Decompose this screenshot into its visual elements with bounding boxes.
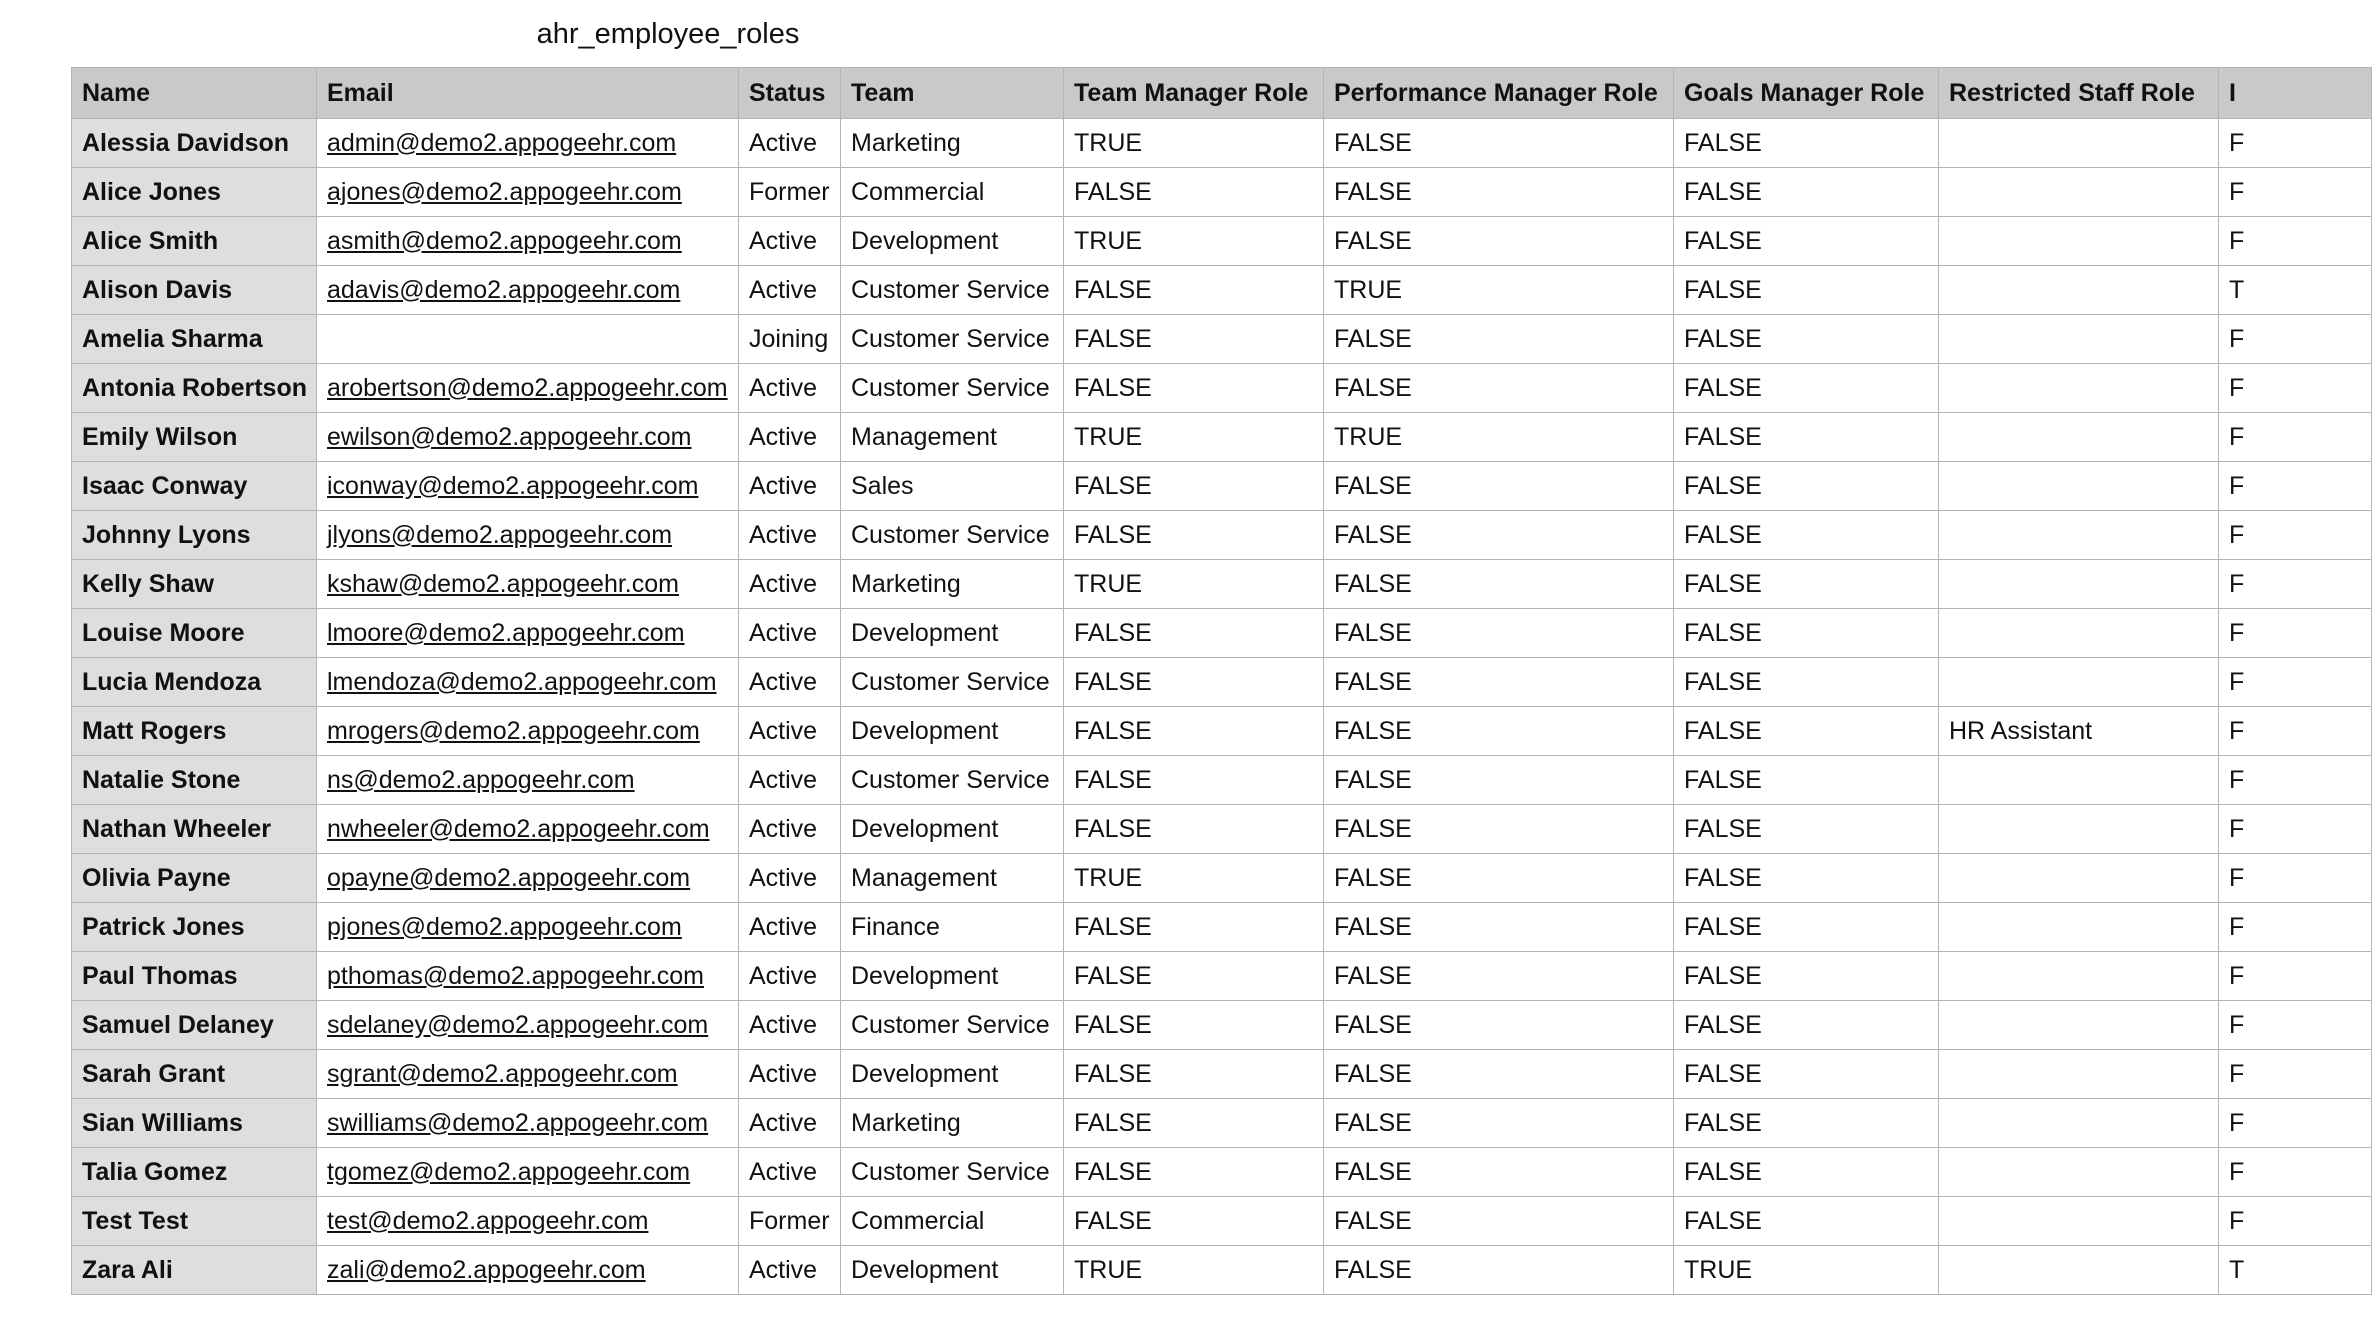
status-cell[interactable]: Active	[739, 756, 841, 805]
team-cell[interactable]: Customer Service	[841, 658, 1064, 707]
performance-manager-role-cell[interactable]: FALSE	[1324, 315, 1674, 364]
header-cell-team[interactable]: Team	[841, 68, 1064, 119]
team-cell[interactable]: Customer Service	[841, 266, 1064, 315]
status-cell[interactable]: Active	[739, 1050, 841, 1099]
name-cell[interactable]: Matt Rogers	[72, 707, 317, 756]
spreadsheet-grid	[71, 67, 2245, 1326]
team-cell[interactable]: Management	[841, 413, 1064, 462]
truncated-cell[interactable]: F	[2219, 1050, 2372, 1099]
goals-manager-role-cell[interactable]: FALSE	[1674, 658, 1939, 707]
table-row	[72, 462, 2372, 511]
team-cell[interactable]: Development	[841, 952, 1064, 1001]
email-link[interactable]: zali@demo2.appogeehr.com	[327, 1255, 646, 1284]
header-row	[72, 68, 2372, 119]
truncated-cell[interactable]: T	[2219, 1246, 2372, 1295]
name-cell[interactable]: Patrick Jones	[72, 903, 317, 952]
performance-manager-role-cell[interactable]: FALSE	[1324, 854, 1674, 903]
team-manager-role-cell[interactable]: FALSE	[1064, 1197, 1324, 1246]
name-cell[interactable]: Test Test	[72, 1197, 317, 1246]
team-manager-role-cell[interactable]: TRUE	[1064, 413, 1324, 462]
restricted-staff-role-cell[interactable]	[1939, 315, 2219, 364]
restricted-staff-role-cell[interactable]	[1939, 756, 2219, 805]
email-cell[interactable]	[317, 1148, 739, 1197]
team-manager-role-cell[interactable]: FALSE	[1064, 1050, 1324, 1099]
name-cell[interactable]: Nathan Wheeler	[72, 805, 317, 854]
goals-manager-role-cell[interactable]: FALSE	[1674, 952, 1939, 1001]
goals-manager-role-cell[interactable]: FALSE	[1674, 756, 1939, 805]
restricted-staff-role-cell[interactable]	[1939, 560, 2219, 609]
goals-manager-role-cell[interactable]: FALSE	[1674, 805, 1939, 854]
restricted-staff-role-cell[interactable]	[1939, 903, 2219, 952]
team-manager-role-cell[interactable]: FALSE	[1064, 609, 1324, 658]
team-cell[interactable]: Commercial	[841, 168, 1064, 217]
email-cell[interactable]	[317, 266, 739, 315]
name-cell[interactable]: Johnny Lyons	[72, 511, 317, 560]
truncated-cell[interactable]: F	[2219, 1148, 2372, 1197]
restricted-staff-role-cell[interactable]	[1939, 1050, 2219, 1099]
email-link[interactable]: arobertson@demo2.appogeehr.com	[327, 373, 728, 402]
team-cell[interactable]: Marketing	[841, 119, 1064, 168]
team-manager-role-cell[interactable]: TRUE	[1064, 854, 1324, 903]
email-cell[interactable]	[317, 1246, 739, 1295]
name-cell[interactable]: Olivia Payne	[72, 854, 317, 903]
email-cell[interactable]	[317, 511, 739, 560]
name-cell[interactable]: Kelly Shaw	[72, 560, 317, 609]
table-row	[72, 1197, 2372, 1246]
name-cell[interactable]: Louise Moore	[72, 609, 317, 658]
table-row	[72, 1050, 2372, 1099]
table-row	[72, 707, 2372, 756]
email-cell[interactable]	[317, 1099, 739, 1148]
restricted-staff-role-cell[interactable]: HR Assistant	[1939, 707, 2219, 756]
restricted-staff-role-cell[interactable]	[1939, 462, 2219, 511]
goals-manager-role-cell[interactable]: FALSE	[1674, 560, 1939, 609]
performance-manager-role-cell[interactable]: FALSE	[1324, 756, 1674, 805]
name-cell[interactable]: Talia Gomez	[72, 1148, 317, 1197]
goals-manager-role-cell[interactable]: FALSE	[1674, 217, 1939, 266]
goals-manager-role-cell[interactable]: FALSE	[1674, 462, 1939, 511]
restricted-staff-role-cell[interactable]	[1939, 119, 2219, 168]
status-cell[interactable]: Joining	[739, 315, 841, 364]
truncated-cell[interactable]: F	[2219, 560, 2372, 609]
table-row	[72, 756, 2372, 805]
status-cell[interactable]: Active	[739, 952, 841, 1001]
restricted-staff-role-cell[interactable]	[1939, 1148, 2219, 1197]
status-cell[interactable]: Active	[739, 1099, 841, 1148]
performance-manager-role-cell[interactable]: FALSE	[1324, 168, 1674, 217]
status-cell[interactable]: Active	[739, 266, 841, 315]
truncated-cell[interactable]: F	[2219, 168, 2372, 217]
team-cell[interactable]: Development	[841, 217, 1064, 266]
restricted-staff-role-cell[interactable]	[1939, 364, 2219, 413]
team-manager-role-cell[interactable]: FALSE	[1064, 1099, 1324, 1148]
truncated-cell[interactable]: F	[2219, 511, 2372, 560]
truncated-cell[interactable]: F	[2219, 364, 2372, 413]
truncated-cell[interactable]: F	[2219, 854, 2372, 903]
team-manager-role-cell[interactable]: FALSE	[1064, 364, 1324, 413]
table-body	[72, 119, 2372, 1295]
goals-manager-role-cell[interactable]: FALSE	[1674, 1001, 1939, 1050]
table-row	[72, 609, 2372, 658]
team-cell[interactable]: Development	[841, 707, 1064, 756]
restricted-staff-role-cell[interactable]	[1939, 1246, 2219, 1295]
restricted-staff-role-cell[interactable]	[1939, 609, 2219, 658]
email-cell[interactable]	[317, 168, 739, 217]
goals-manager-role-cell[interactable]: FALSE	[1674, 609, 1939, 658]
email-link[interactable]: kshaw@demo2.appogeehr.com	[327, 569, 679, 598]
performance-manager-role-cell[interactable]: FALSE	[1324, 1246, 1674, 1295]
team-cell[interactable]: Sales	[841, 462, 1064, 511]
status-cell[interactable]: Active	[739, 217, 841, 266]
restricted-staff-role-cell[interactable]	[1939, 1001, 2219, 1050]
team-cell[interactable]: Customer Service	[841, 756, 1064, 805]
truncated-cell[interactable]: F	[2219, 658, 2372, 707]
email-link[interactable]: ajones@demo2.appogeehr.com	[327, 177, 682, 206]
name-cell[interactable]: Paul Thomas	[72, 952, 317, 1001]
goals-manager-role-cell[interactable]: FALSE	[1674, 315, 1939, 364]
goals-manager-role-cell[interactable]: FALSE	[1674, 1148, 1939, 1197]
performance-manager-role-cell[interactable]: FALSE	[1324, 364, 1674, 413]
restricted-staff-role-cell[interactable]	[1939, 168, 2219, 217]
goals-manager-role-cell[interactable]: FALSE	[1674, 707, 1939, 756]
performance-manager-role-cell[interactable]: FALSE	[1324, 217, 1674, 266]
team-manager-role-cell[interactable]: FALSE	[1064, 903, 1324, 952]
performance-manager-role-cell[interactable]: FALSE	[1324, 658, 1674, 707]
restricted-staff-role-cell[interactable]	[1939, 511, 2219, 560]
name-cell[interactable]: Alice Smith	[72, 217, 317, 266]
name-cell[interactable]: Sarah Grant	[72, 1050, 317, 1099]
email-link[interactable]: ns@demo2.appogeehr.com	[327, 765, 635, 794]
team-cell[interactable]: Marketing	[841, 560, 1064, 609]
table-row	[72, 119, 2372, 168]
goals-manager-role-cell[interactable]: FALSE	[1674, 266, 1939, 315]
goals-manager-role-cell[interactable]: FALSE	[1674, 1197, 1939, 1246]
team-manager-role-cell[interactable]: FALSE	[1064, 756, 1324, 805]
table-row	[72, 168, 2372, 217]
restricted-staff-role-cell[interactable]	[1939, 217, 2219, 266]
status-cell[interactable]: Active	[739, 854, 841, 903]
status-cell[interactable]: Active	[739, 805, 841, 854]
truncated-cell[interactable]: F	[2219, 1001, 2372, 1050]
goals-manager-role-cell[interactable]: FALSE	[1674, 413, 1939, 462]
email-link[interactable]: asmith@demo2.appogeehr.com	[327, 226, 682, 255]
email-cell[interactable]	[317, 609, 739, 658]
table-row	[72, 1001, 2372, 1050]
status-cell[interactable]: Active	[739, 1246, 841, 1295]
email-cell[interactable]	[317, 217, 739, 266]
team-manager-role-cell[interactable]: FALSE	[1064, 462, 1324, 511]
table-row	[72, 511, 2372, 560]
goals-manager-role-cell[interactable]: FALSE	[1674, 903, 1939, 952]
status-cell[interactable]: Active	[739, 658, 841, 707]
goals-manager-role-cell[interactable]: FALSE	[1674, 511, 1939, 560]
name-cell[interactable]: Sian Williams	[72, 1099, 317, 1148]
employee-roles-table	[71, 67, 2372, 1295]
team-cell[interactable]: Marketing	[841, 1099, 1064, 1148]
header-cell-team-manager-role[interactable]: Team Manager Role	[1064, 68, 1324, 119]
table-row	[72, 952, 2372, 1001]
email-cell[interactable]	[317, 1197, 739, 1246]
header-cell-goals-manager-role[interactable]: Goals Manager Role	[1674, 68, 1939, 119]
status-cell[interactable]: Former	[739, 168, 841, 217]
name-cell[interactable]: Antonia Robertson	[72, 364, 317, 413]
name-cell[interactable]: Alison Davis	[72, 266, 317, 315]
email-link[interactable]: pjones@demo2.appogeehr.com	[327, 912, 682, 941]
team-manager-role-cell[interactable]: FALSE	[1064, 315, 1324, 364]
header-cell-status[interactable]: Status	[739, 68, 841, 119]
restricted-staff-role-cell[interactable]	[1939, 854, 2219, 903]
email-link[interactable]: jlyons@demo2.appogeehr.com	[327, 520, 673, 549]
email-cell[interactable]	[317, 854, 739, 903]
team-manager-role-cell[interactable]: TRUE	[1064, 1246, 1324, 1295]
performance-manager-role-cell[interactable]: FALSE	[1324, 1050, 1674, 1099]
goals-manager-role-cell[interactable]: TRUE	[1674, 1246, 1939, 1295]
goals-manager-role-cell[interactable]: FALSE	[1674, 1099, 1939, 1148]
status-cell[interactable]: Active	[739, 903, 841, 952]
performance-manager-role-cell[interactable]: FALSE	[1324, 805, 1674, 854]
performance-manager-role-cell[interactable]: FALSE	[1324, 1001, 1674, 1050]
restricted-staff-role-cell[interactable]	[1939, 1197, 2219, 1246]
team-manager-role-cell[interactable]: TRUE	[1064, 217, 1324, 266]
email-link[interactable]: pthomas@demo2.appogeehr.com	[327, 961, 705, 990]
goals-manager-role-cell[interactable]: FALSE	[1674, 1050, 1939, 1099]
goals-manager-role-cell[interactable]: FALSE	[1674, 168, 1939, 217]
performance-manager-role-cell[interactable]: FALSE	[1324, 1148, 1674, 1197]
name-cell[interactable]: Amelia Sharma	[72, 315, 317, 364]
header-cell-restricted-staff-role[interactable]: Restricted Staff Role	[1939, 68, 2219, 119]
truncated-cell[interactable]: F	[2219, 952, 2372, 1001]
email-cell[interactable]	[317, 1001, 739, 1050]
email-link[interactable]: test@demo2.appogeehr.com	[327, 1206, 649, 1235]
team-cell[interactable]: Development	[841, 1246, 1064, 1295]
team-cell[interactable]: Development	[841, 609, 1064, 658]
performance-manager-role-cell[interactable]: FALSE	[1324, 707, 1674, 756]
restricted-staff-role-cell[interactable]	[1939, 266, 2219, 315]
email-link[interactable]: admin@demo2.appogeehr.com	[327, 128, 677, 157]
name-cell[interactable]: Emily Wilson	[72, 413, 317, 462]
truncated-cell[interactable]: F	[2219, 805, 2372, 854]
team-cell[interactable]: Development	[841, 1050, 1064, 1099]
table-row	[72, 364, 2372, 413]
status-cell[interactable]: Active	[739, 364, 841, 413]
team-manager-role-cell[interactable]: FALSE	[1064, 658, 1324, 707]
performance-manager-role-cell[interactable]: TRUE	[1324, 266, 1674, 315]
team-cell[interactable]: Customer Service	[841, 511, 1064, 560]
team-cell[interactable]: Customer Service	[841, 1148, 1064, 1197]
table-row	[72, 217, 2372, 266]
truncated-cell[interactable]: F	[2219, 609, 2372, 658]
email-link[interactable]: tgomez@demo2.appogeehr.com	[327, 1157, 691, 1186]
email-link[interactable]: ewilson@demo2.appogeehr.com	[327, 422, 692, 451]
restricted-staff-role-cell[interactable]	[1939, 805, 2219, 854]
status-cell[interactable]: Active	[739, 462, 841, 511]
truncated-cell[interactable]: F	[2219, 315, 2372, 364]
email-cell[interactable]	[317, 315, 739, 364]
email-cell[interactable]	[317, 658, 739, 707]
truncated-cell[interactable]: F	[2219, 413, 2372, 462]
goals-manager-role-cell[interactable]: FALSE	[1674, 854, 1939, 903]
team-manager-role-cell[interactable]: TRUE	[1064, 560, 1324, 609]
restricted-staff-role-cell[interactable]	[1939, 658, 2219, 707]
restricted-staff-role-cell[interactable]	[1939, 952, 2219, 1001]
team-manager-role-cell[interactable]: FALSE	[1064, 952, 1324, 1001]
truncated-cell[interactable]: F	[2219, 1099, 2372, 1148]
table-row	[72, 413, 2372, 462]
performance-manager-role-cell[interactable]: FALSE	[1324, 560, 1674, 609]
email-link[interactable]: swilliams@demo2.appogeehr.com	[327, 1108, 709, 1137]
table-row	[72, 315, 2372, 364]
team-cell[interactable]: Customer Service	[841, 364, 1064, 413]
name-cell[interactable]: Alessia Davidson	[72, 119, 317, 168]
performance-manager-role-cell[interactable]: FALSE	[1324, 1197, 1674, 1246]
header-cell-performance-manager-role[interactable]: Performance Manager Role	[1324, 68, 1674, 119]
truncated-cell[interactable]: F	[2219, 217, 2372, 266]
restricted-staff-role-cell[interactable]	[1939, 413, 2219, 462]
performance-manager-role-cell[interactable]: FALSE	[1324, 511, 1674, 560]
email-cell[interactable]	[317, 462, 739, 511]
team-cell[interactable]: Finance	[841, 903, 1064, 952]
name-cell[interactable]: Zara Ali	[72, 1246, 317, 1295]
email-cell[interactable]	[317, 560, 739, 609]
performance-manager-role-cell[interactable]: FALSE	[1324, 903, 1674, 952]
status-cell[interactable]: Active	[739, 119, 841, 168]
header-cell-email[interactable]: Email	[317, 68, 739, 119]
team-manager-role-cell[interactable]: FALSE	[1064, 1001, 1324, 1050]
team-manager-role-cell[interactable]: FALSE	[1064, 168, 1324, 217]
team-cell[interactable]: Customer Service	[841, 315, 1064, 364]
performance-manager-role-cell[interactable]: FALSE	[1324, 119, 1674, 168]
truncated-cell[interactable]: T	[2219, 266, 2372, 315]
name-cell[interactable]: Alice Jones	[72, 168, 317, 217]
team-manager-role-cell[interactable]: FALSE	[1064, 805, 1324, 854]
team-manager-role-cell[interactable]: FALSE	[1064, 266, 1324, 315]
team-manager-role-cell[interactable]: FALSE	[1064, 707, 1324, 756]
email-cell[interactable]	[317, 952, 739, 1001]
truncated-cell[interactable]: F	[2219, 707, 2372, 756]
status-cell[interactable]: Former	[739, 1197, 841, 1246]
header-cell-truncated[interactable]: I	[2219, 68, 2372, 119]
name-cell[interactable]: Samuel Delaney	[72, 1001, 317, 1050]
status-cell[interactable]: Active	[739, 1001, 841, 1050]
name-cell[interactable]: Natalie Stone	[72, 756, 317, 805]
table-row	[72, 854, 2372, 903]
goals-manager-role-cell[interactable]: FALSE	[1674, 364, 1939, 413]
status-cell[interactable]: Active	[739, 511, 841, 560]
email-cell[interactable]	[317, 119, 739, 168]
header-cell-name[interactable]: Name	[72, 68, 317, 119]
email-link[interactable]: lmoore@demo2.appogeehr.com	[327, 618, 685, 647]
status-cell[interactable]: Active	[739, 560, 841, 609]
email-cell[interactable]	[317, 707, 739, 756]
table-row	[72, 1148, 2372, 1197]
table-row	[72, 560, 2372, 609]
restricted-staff-role-cell[interactable]	[1939, 1099, 2219, 1148]
table-row	[72, 266, 2372, 315]
email-link[interactable]: lmendoza@demo2.appogeehr.com	[327, 667, 717, 696]
team-manager-role-cell[interactable]: FALSE	[1064, 1148, 1324, 1197]
email-cell[interactable]	[317, 805, 739, 854]
team-manager-role-cell[interactable]: TRUE	[1064, 119, 1324, 168]
email-link[interactable]: iconway@demo2.appogeehr.com	[327, 471, 699, 500]
status-cell[interactable]: Active	[739, 609, 841, 658]
team-cell[interactable]: Management	[841, 854, 1064, 903]
email-cell[interactable]	[317, 903, 739, 952]
email-cell[interactable]	[317, 364, 739, 413]
email-link[interactable]: opayne@demo2.appogeehr.com	[327, 863, 691, 892]
performance-manager-role-cell[interactable]: TRUE	[1324, 413, 1674, 462]
performance-manager-role-cell[interactable]: FALSE	[1324, 1099, 1674, 1148]
team-cell[interactable]: Development	[841, 805, 1064, 854]
performance-manager-role-cell[interactable]: FALSE	[1324, 462, 1674, 511]
truncated-cell[interactable]: F	[2219, 119, 2372, 168]
truncated-cell[interactable]: F	[2219, 1197, 2372, 1246]
table-row	[72, 1099, 2372, 1148]
email-link[interactable]: sgrant@demo2.appogeehr.com	[327, 1059, 678, 1088]
table-row	[72, 1246, 2372, 1295]
performance-manager-role-cell[interactable]: FALSE	[1324, 609, 1674, 658]
table-row	[72, 903, 2372, 952]
email-link[interactable]: adavis@demo2.appogeehr.com	[327, 275, 681, 304]
email-cell[interactable]	[317, 756, 739, 805]
truncated-cell[interactable]: F	[2219, 462, 2372, 511]
performance-manager-role-cell[interactable]: FALSE	[1324, 952, 1674, 1001]
team-cell[interactable]: Customer Service	[841, 1001, 1064, 1050]
email-link[interactable]: sdelaney@demo2.appogeehr.com	[327, 1010, 709, 1039]
truncated-cell[interactable]: F	[2219, 903, 2372, 952]
email-cell[interactable]	[317, 1050, 739, 1099]
status-cell[interactable]: Active	[739, 1148, 841, 1197]
name-cell[interactable]: Lucia Mendoza	[72, 658, 317, 707]
status-cell[interactable]: Active	[739, 707, 841, 756]
sheet-title: ahr_employee_roles	[536, 18, 800, 50]
email-cell[interactable]	[317, 413, 739, 462]
goals-manager-role-cell[interactable]: FALSE	[1674, 119, 1939, 168]
status-cell[interactable]: Active	[739, 413, 841, 462]
team-cell[interactable]: Commercial	[841, 1197, 1064, 1246]
table-row	[72, 658, 2372, 707]
truncated-cell[interactable]: F	[2219, 756, 2372, 805]
team-manager-role-cell[interactable]: FALSE	[1064, 511, 1324, 560]
name-cell[interactable]: Isaac Conway	[72, 462, 317, 511]
email-link[interactable]: mrogers@demo2.appogeehr.com	[327, 716, 700, 745]
email-link[interactable]: nwheeler@demo2.appogeehr.com	[327, 814, 710, 843]
table-row	[72, 805, 2372, 854]
